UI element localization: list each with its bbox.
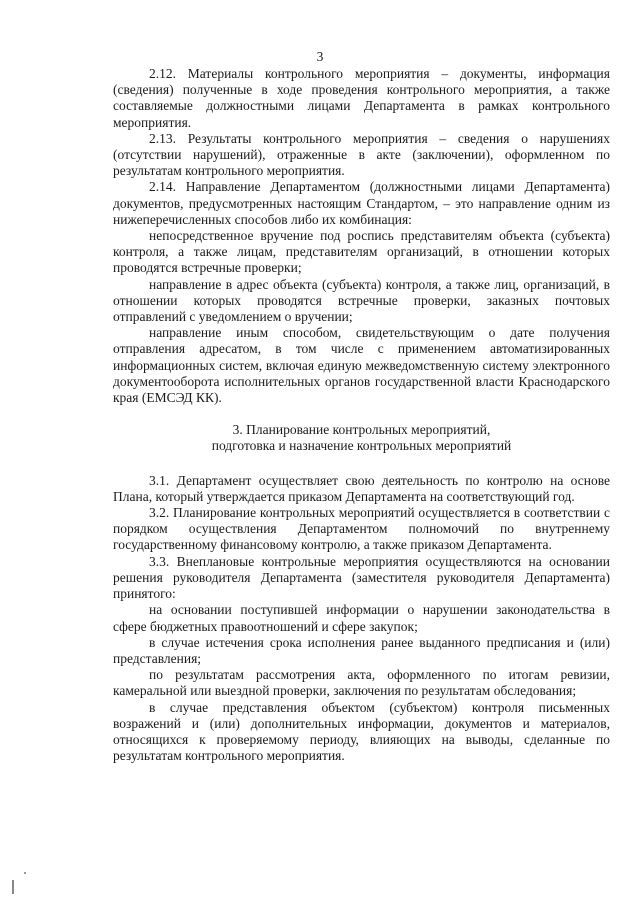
paragraph: направление в адрес объекта (субъекта) контроля, а также лиц, организаций, в отношении которых проводятся встречные проверки, заказных почтовых отправлений с уведомлением о вручении; xyxy=(113,276,610,325)
scan-artifact xyxy=(24,872,26,874)
document-body xyxy=(113,66,610,764)
paragraph: 2.14. Направление Департаментом (должностными лицами Департамента) документов, предусмотренных настоящим Стандартом, – это направление одним из нижеперечисленных способов либо их комбинация: xyxy=(113,179,610,227)
paragraph: 3.1. Департамент осуществляет свою деятельность по контролю на основе Плана, который утверждается приказом Департамента на соответствующий год. xyxy=(113,472,610,504)
paragraph: 3.2. Планирование контрольных мероприятий осуществляется в соответствии с порядком осуществления Департаментом полномочий по внутреннему государственному финансовому контролю, а также приказом Департамента. xyxy=(113,505,610,553)
section-heading-line: подготовка и назначение контрольных мероприятий xyxy=(211,438,512,454)
section-heading-line: 3. Планирование контрольных мероприятий, xyxy=(232,422,491,438)
paragraph: 2.13. Результаты контрольного мероприятия – сведения о нарушениях (отсутствии нарушений), отраженные в акте (заключении), оформленном по результатам контрольного мероприятия. xyxy=(113,130,610,179)
paragraph: 3.3. Внеплановые контрольные мероприятия осуществляются на основании решения руководителя Департамента (заместителя руководителя Департамента) принятого: xyxy=(113,553,610,602)
scan-artifact xyxy=(12,880,14,894)
section-heading xyxy=(113,422,610,454)
page-number: 3 xyxy=(316,49,324,64)
paragraph: 2.12. Материалы контрольного мероприятия – документы, информация (сведения) полученные в ходе проведения контрольного мероприятия, а также составляемые должностными лицами Департамента в рамках контрольного мероприятия. xyxy=(113,66,610,130)
paragraph: в случае истечения срока исполнения ранее выданного предписания и (или) представления; xyxy=(113,634,610,666)
paragraph: непосредственное вручение под роспись представителям объекта (субъекта) контроля, а также лицам, представителям организаций, в отношении которых проводятся встречные проверки; xyxy=(113,228,610,276)
paragraph: направление иным способом, свидетельствующим о дате получения отправления адресатом, в том числе с применением автоматизированных информационных систем, включая единую межведомственную систему электронного документооборота исполнительных органов государственной власти Краснодарского края (ЕМСЭД КК). xyxy=(113,325,610,406)
paragraph: на основании поступившей информации о нарушении законодательства в сфере бюджетных правоотношений и сфере закупок; xyxy=(113,602,610,634)
paragraph: в случае представления объектом (субъектом) контроля письменных возражений и (или) дополнительных информации, документов и материалов, относящихся к проверяемому периоду, влияющих на выводы, сделанные по результатам контрольного мероприятия. xyxy=(113,699,610,764)
paragraph: по результатам рассмотрения акта, оформленного по итогам ревизии, камеральной или выездной проверки, заключения по результатам обследования; xyxy=(113,667,610,699)
